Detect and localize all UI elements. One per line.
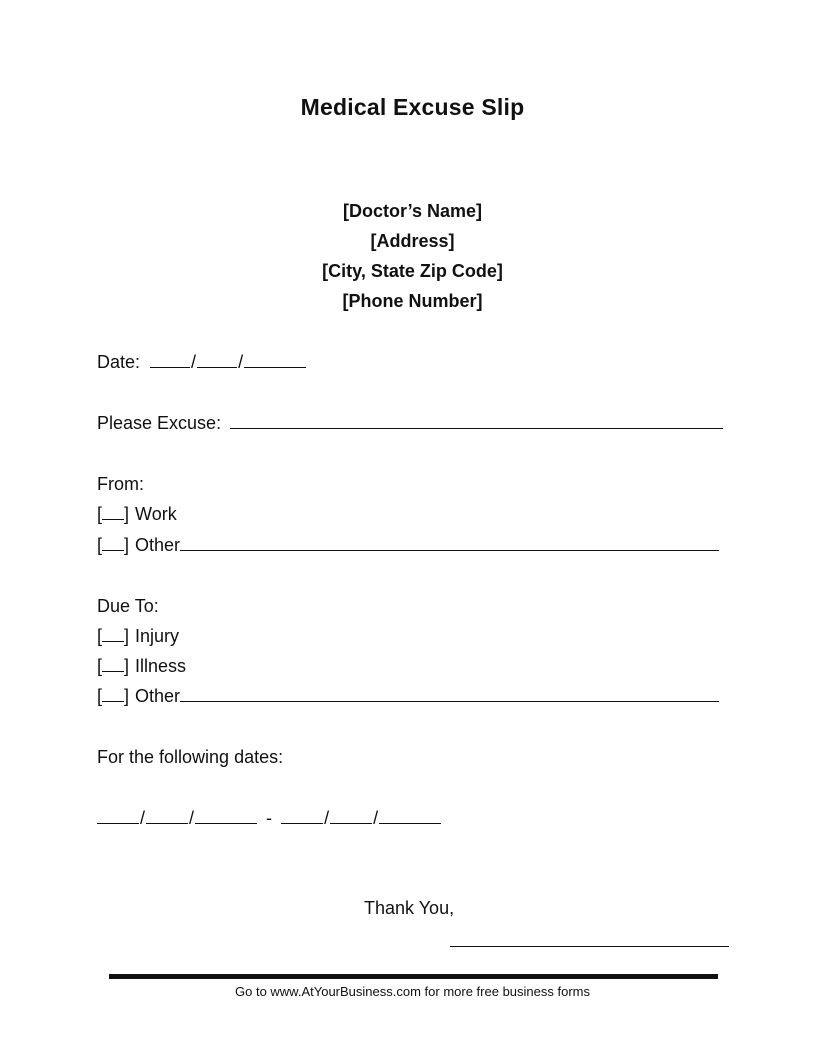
due-to-other-row — [97, 684, 719, 708]
please-excuse-label: Please Excuse: — [97, 413, 222, 433]
address-placeholder: [Address] — [370, 231, 455, 251]
injury-option-label: Injury — [135, 626, 180, 646]
work-checkbox[interactable]: [ ] — [97, 504, 130, 524]
signature-line[interactable] — [450, 946, 729, 947]
end-year-blank[interactable] — [379, 806, 441, 824]
illness-checkbox[interactable]: [ ] — [97, 656, 130, 676]
start-month-blank[interactable] — [97, 806, 139, 824]
start-year-blank[interactable] — [195, 806, 257, 824]
end-month-blank[interactable] — [281, 806, 323, 824]
date-slash: / — [324, 808, 330, 828]
work-option-label: Work — [135, 504, 177, 524]
date-slash: / — [191, 352, 197, 372]
from-other-blank[interactable] — [180, 533, 719, 551]
doctor-header — [0, 196, 825, 316]
due-to-other-checkbox[interactable]: [ ] — [97, 686, 130, 706]
footer-divider — [109, 974, 718, 979]
date-label: Date: — [97, 352, 141, 372]
date-slash: / — [140, 808, 146, 828]
date-slash: / — [189, 808, 195, 828]
footer-text: Go to www.AtYourBusiness.com for more free business forms — [235, 984, 590, 999]
from-other-row — [97, 533, 719, 557]
date-range-row — [97, 806, 441, 830]
date-year-blank[interactable] — [244, 350, 306, 368]
date-month-blank[interactable] — [150, 350, 190, 368]
please-excuse-blank[interactable] — [230, 411, 723, 429]
from-work-row — [97, 502, 177, 526]
page-title: Medical Excuse Slip — [300, 94, 525, 120]
date-slash: / — [373, 808, 379, 828]
from-other-checkbox[interactable]: [ ] — [97, 535, 130, 555]
due-to-injury-row — [97, 624, 179, 648]
doctor-name-placeholder: [Doctor’s Name] — [342, 201, 483, 221]
due-to-illness-row — [97, 654, 186, 678]
please-excuse-row — [97, 411, 723, 435]
following-dates-label: For the following dates: — [97, 747, 284, 767]
start-day-blank[interactable] — [146, 806, 188, 824]
due-to-label: Due To: — [97, 596, 159, 616]
injury-checkbox[interactable]: [ ] — [97, 626, 130, 646]
due-to-other-label: Other — [135, 686, 181, 706]
closing-text: Thank You, — [364, 898, 455, 918]
date-range-separator: - — [266, 808, 273, 828]
end-day-blank[interactable] — [330, 806, 372, 824]
illness-option-label: Illness — [135, 656, 187, 676]
due-to-other-blank[interactable] — [180, 684, 719, 702]
from-label: From: — [97, 474, 144, 494]
date-row — [97, 350, 306, 374]
date-day-blank[interactable] — [197, 350, 237, 368]
city-state-zip-placeholder: [City, State Zip Code] — [322, 261, 503, 281]
phone-placeholder: [Phone Number] — [342, 291, 483, 311]
from-other-label: Other — [135, 535, 181, 555]
date-slash: / — [238, 352, 244, 372]
